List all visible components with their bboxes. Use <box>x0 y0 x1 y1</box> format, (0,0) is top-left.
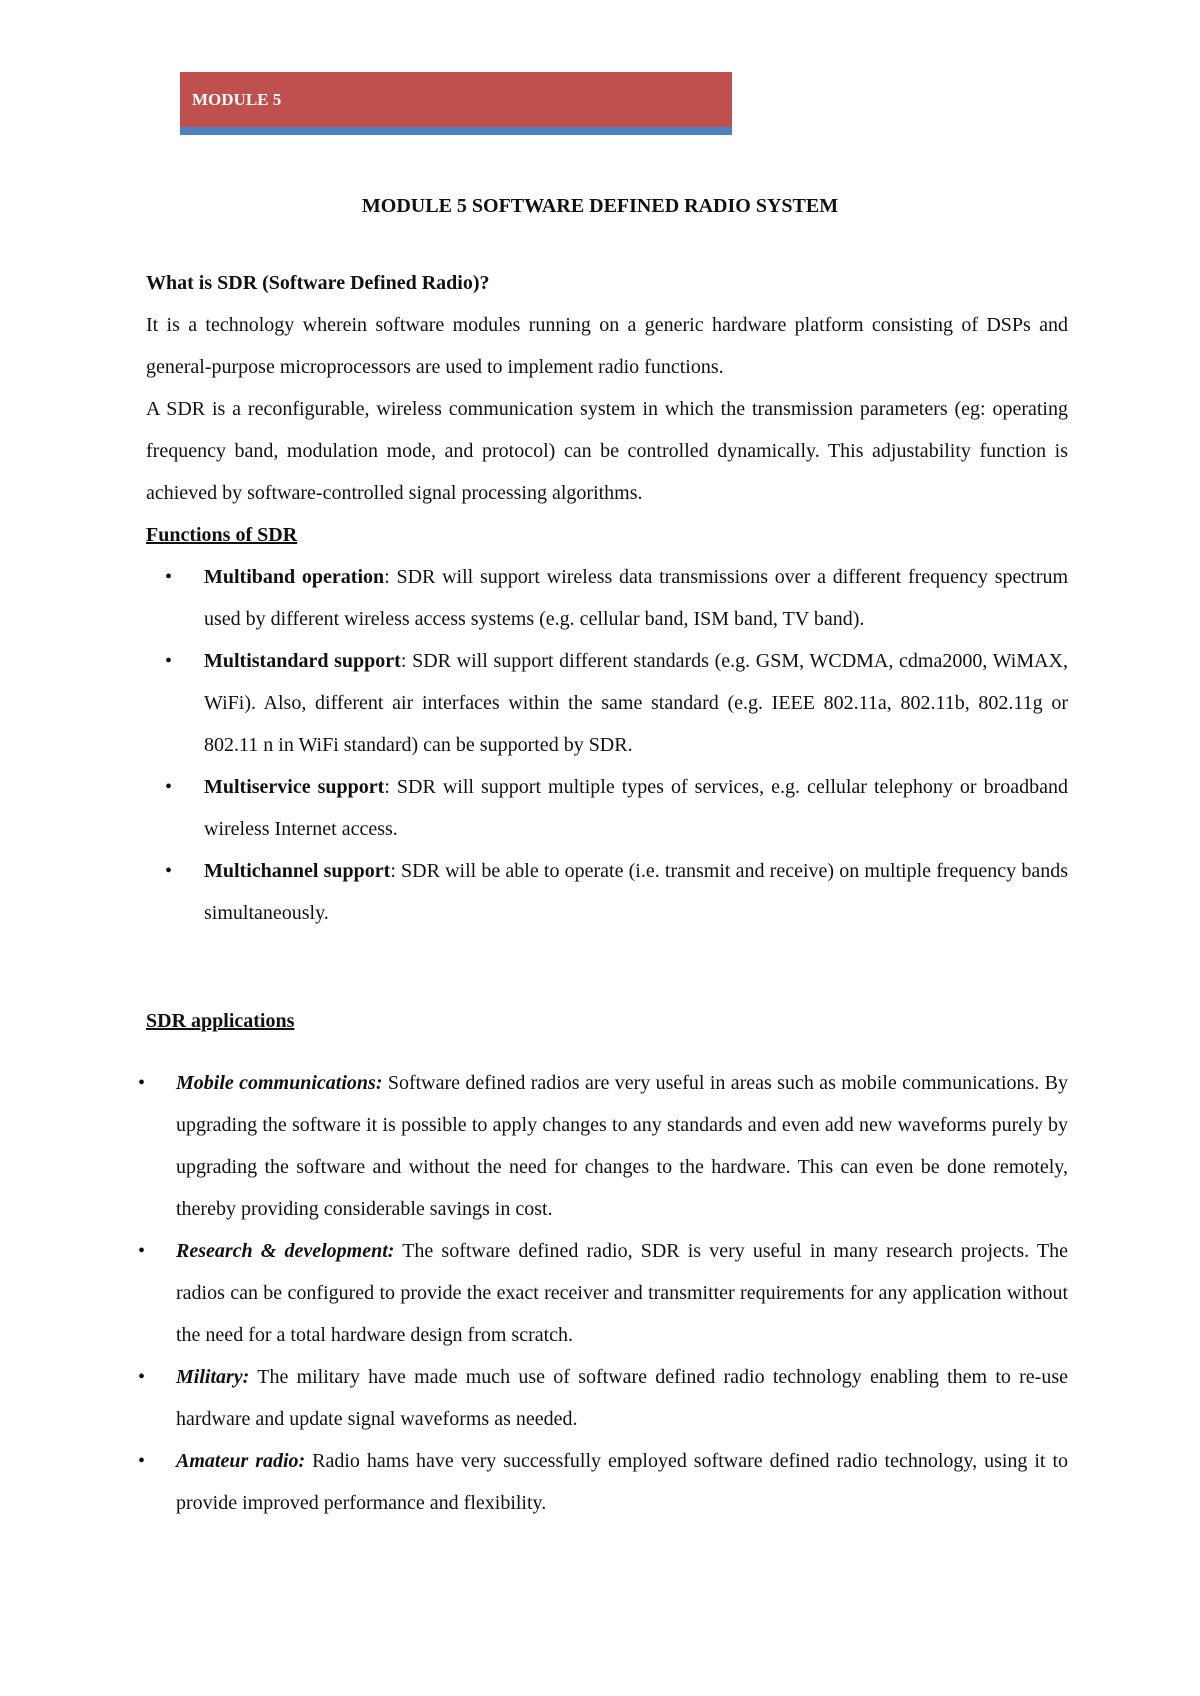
module-header-banner <box>180 72 732 135</box>
function-term: Multiservice support <box>204 776 385 798</box>
application-term: Mobile communications: <box>176 1072 383 1094</box>
functions-heading: Functions of SDR <box>146 524 298 546</box>
bullet-icon: • <box>165 650 173 672</box>
header-blue-bar <box>180 127 732 135</box>
section-spacer <box>146 934 1068 1000</box>
document-body <box>138 262 1069 1524</box>
list-item <box>138 1356 1068 1440</box>
function-text: : SDR will support different standards (e.g. GSM, WCDMA, cdma2000, WiMAX, WiFi). Also, different air interfaces within the same standard (e.g. IEEE 802.11a, 802.11b, 802.11g or 802.11 n in WiFi standard) can be supported by SDR. <box>204 650 1068 756</box>
application-text: Radio hams have very successfully employed software defined radio technology, using it to provide improved performance and flexibility. <box>176 1450 1068 1514</box>
header-label: MODULE 5 <box>192 89 282 109</box>
application-text: The military have made much use of software defined radio technology enabling them to re-use hardware and update signal waveforms as needed. <box>176 1366 1068 1430</box>
application-term: Research & development: <box>176 1240 395 1262</box>
what-is-paragraph-1: It is a technology wherein software modules running on a generic hardware platform consisting of DSPs and general-purpose microprocessors are used to implement radio functions. <box>146 314 1068 378</box>
function-term: Multistandard support <box>204 650 401 672</box>
bullet-icon: • <box>138 1450 146 1472</box>
function-term: Multiband operation <box>204 566 385 588</box>
functions-list <box>146 556 1068 934</box>
list-item <box>138 1440 1068 1524</box>
what-is-heading: What is SDR (Software Defined Radio)? <box>146 272 490 294</box>
page-title: MODULE 5 SOFTWARE DEFINED RADIO SYSTEM <box>361 195 839 217</box>
list-item <box>146 556 1068 640</box>
application-text: Software defined radios are very useful in areas such as mobile communications. By upgrading the software it is possible to apply changes to any standards and even add new waveforms purely by upgrading the software and without the need for changes to the hardware. This can even be done remotely, thereby providing considerable savings in cost. <box>176 1072 1068 1220</box>
application-term: Military: <box>176 1366 250 1388</box>
bullet-icon: • <box>138 1240 146 1262</box>
list-item <box>146 640 1068 766</box>
bullet-icon: • <box>165 776 173 798</box>
header-red-bar <box>180 72 732 127</box>
applications-heading: SDR applications <box>146 1010 295 1032</box>
function-text: : SDR will be able to operate (i.e. transmit and receive) on multiple frequency bands simultaneously. <box>204 860 1068 924</box>
application-text: The software defined radio, SDR is very useful in many research projects. The radios can be configured to provide the exact receiver and transmitter requirements for any application without the need for a total hardware design from scratch. <box>176 1240 1068 1346</box>
function-term: Multichannel support <box>204 860 391 882</box>
what-is-paragraph-2: A SDR is a reconfigurable, wireless communication system in which the transmission parameters (eg: operating frequency band, modulation mode, and protocol) can be controlled dynamically. This adjustability function is achieved by software-controlled signal processing algorithms. <box>146 398 1068 504</box>
bullet-icon: • <box>165 860 173 882</box>
function-text: : SDR will support wireless data transmissions over a different frequency spectrum used by different wireless access systems (e.g. cellular band, ISM band, TV band). <box>204 566 1069 630</box>
list-item <box>146 766 1068 850</box>
list-item <box>138 1230 1068 1356</box>
bullet-icon: • <box>138 1366 146 1388</box>
applications-list <box>138 1062 1068 1524</box>
list-item <box>138 1062 1068 1230</box>
bullet-icon: • <box>165 566 173 588</box>
section-spacer <box>146 1042 1068 1062</box>
application-term: Amateur radio: <box>176 1450 306 1472</box>
list-item <box>146 850 1068 934</box>
bullet-icon: • <box>138 1072 146 1094</box>
function-text: : SDR will support multiple types of services, e.g. cellular telephony or broadband wireless Internet access. <box>204 776 1068 840</box>
